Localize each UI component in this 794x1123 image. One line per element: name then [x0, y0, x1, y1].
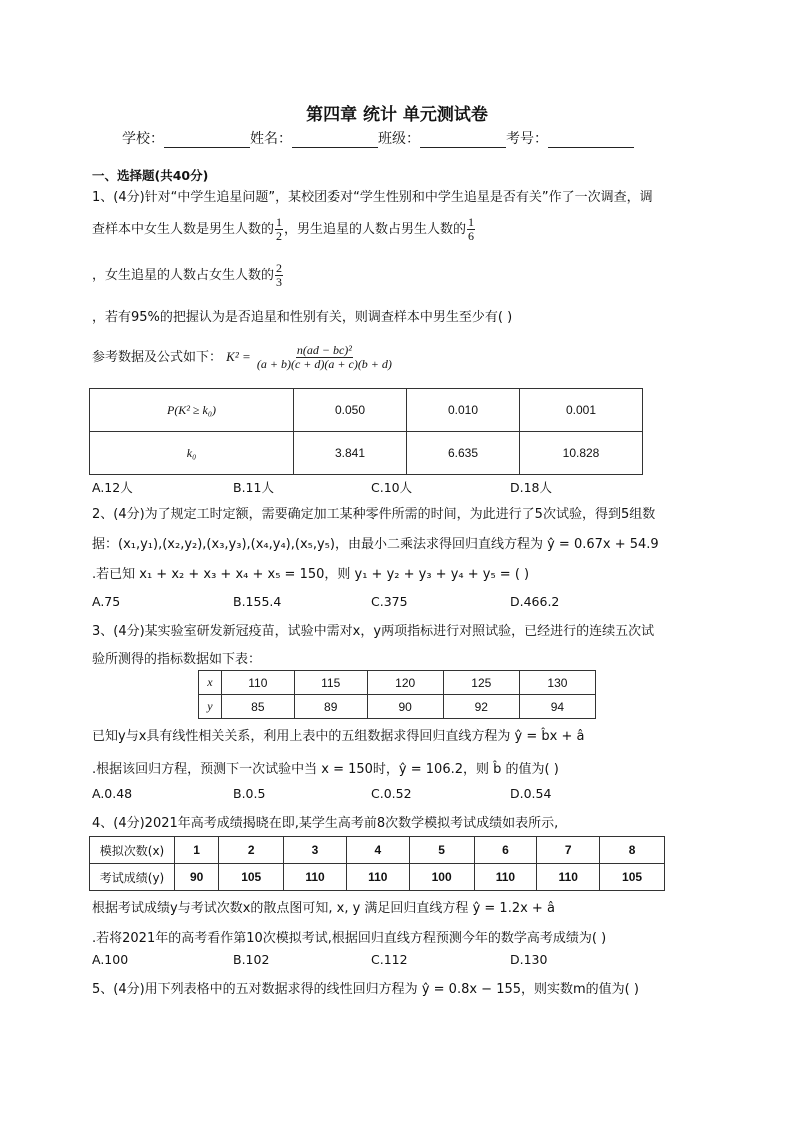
- q2-option-d[interactable]: D.466.2: [510, 594, 560, 609]
- table-cell: 105: [600, 864, 665, 891]
- page-title: 第四章 统计 单元测试卷: [306, 105, 488, 125]
- fraction-one-half: $\frac{1}{2}$: [276, 215, 283, 243]
- table-cell: 10.828: [520, 432, 643, 475]
- q4-line3: .若将2021年的高考看作第10次模拟考试,根据回归直线方程预测今年的数学高考成绩为( ): [92, 931, 607, 946]
- table-cell: 2: [219, 837, 284, 864]
- q3-option-a[interactable]: A.0.48: [92, 786, 133, 801]
- table-cell: 92: [443, 695, 519, 719]
- class-label: 班级：: [378, 131, 420, 147]
- q1-line3: [92, 262, 284, 289]
- table-cell: 105: [219, 864, 284, 891]
- q1-line2a: 查样本中女生人数是男生人数的: [92, 222, 275, 237]
- q1-option-d[interactable]: D.18人: [510, 480, 553, 495]
- table-cell: 考试成绩(y): [90, 864, 175, 891]
- table-row: [90, 432, 643, 475]
- table-cell: 4: [346, 837, 409, 864]
- formula-numerator: n(ad − bc)²: [296, 343, 352, 357]
- q1-option-c[interactable]: C.10人: [371, 480, 413, 495]
- student-info-header: [122, 128, 634, 148]
- table-cell: 3: [284, 837, 347, 864]
- q2-option-c[interactable]: C.375: [371, 594, 408, 609]
- table-cell: 90: [367, 695, 443, 719]
- table-cell: 0.010: [407, 389, 520, 432]
- q4-option-b[interactable]: B.102: [233, 952, 270, 967]
- table-cell: 110: [346, 864, 409, 891]
- formula-lhs: K² =: [226, 349, 251, 364]
- q4-line1: 4、(4分)2021年高考成绩揭晓在即,某学生高考前8次数学模拟考试成绩如表所示,: [92, 816, 559, 831]
- table-cell: 100: [409, 864, 474, 891]
- q1-line3-text: ，女生追星的人数占女生人数的: [92, 268, 275, 283]
- table-cell: 110: [474, 864, 537, 891]
- number-field[interactable]: [548, 133, 634, 148]
- table-cell: 模拟次数(x): [90, 837, 175, 864]
- table-cell: 0.050: [294, 389, 407, 432]
- name-field[interactable]: [292, 133, 378, 148]
- q1-reference-label: 参考数据及公式如下：: [92, 350, 223, 365]
- table-cell: 8: [600, 837, 665, 864]
- table-cell: 7: [537, 837, 600, 864]
- q3-option-d[interactable]: D.0.54: [510, 786, 552, 801]
- table-row: [199, 671, 596, 695]
- q1-line4: ，若有95%的把握认为是否追星和性别有关，则调查样本中男生至少有( ): [92, 310, 513, 325]
- table-cell: 1: [175, 837, 219, 864]
- table-cell: k₀: [90, 432, 294, 475]
- table-cell: 5: [409, 837, 474, 864]
- table-cell: 90: [175, 864, 219, 891]
- q4-option-d[interactable]: D.130: [510, 952, 548, 967]
- chi-square-formula: [256, 344, 393, 371]
- q1-line1: 1、(4分)针对“中学生追星问题”，某校团委对“学生性别和中学生追星是否有关”作了一次调查，调: [92, 190, 653, 205]
- table-cell: 110: [537, 864, 600, 891]
- table-cell: 85: [221, 695, 294, 719]
- q4-option-c[interactable]: C.112: [371, 952, 408, 967]
- table-row: [199, 695, 596, 719]
- table-row: [90, 864, 665, 891]
- table-cell: y: [199, 695, 222, 719]
- class-field[interactable]: [420, 133, 506, 148]
- q4-line2: 根据考试成绩y与考试次数x的散点图可知, x, y 满足回归直线方程 ŷ = 1.2x + â: [92, 901, 555, 916]
- formula-denominator: (a + b)(c + d)(a + c)(b + d): [256, 357, 392, 371]
- table-cell: 0.001: [520, 389, 643, 432]
- fraction-one-sixth: $\frac{1}{6}$: [468, 215, 475, 243]
- fraction-two-thirds: $\frac{2}{3}$: [276, 261, 283, 289]
- table-cell: 125: [443, 671, 519, 695]
- table-cell: 89: [294, 695, 367, 719]
- q3-line1: 3、(4分)某实验室研发新冠疫苗，试验中需对x，y两项指标进行对照试验，已经进行的连续五次试: [92, 624, 655, 639]
- table-cell: 130: [519, 671, 595, 695]
- table-cell: P(K² ≥ k₀): [90, 389, 294, 432]
- school-field[interactable]: [164, 133, 250, 148]
- table-cell: 110: [221, 671, 294, 695]
- school-label: 学校：: [122, 131, 164, 147]
- name-label: 姓名：: [250, 131, 292, 147]
- q3-option-c[interactable]: C.0.52: [371, 786, 412, 801]
- q1-critical-value-table: [89, 388, 643, 475]
- section-heading: 一、选择题(共40分): [92, 168, 209, 183]
- q3-option-b[interactable]: B.0.5: [233, 786, 266, 801]
- q2-option-a[interactable]: A.75: [92, 594, 121, 609]
- q3-data-table: [198, 670, 596, 719]
- q3-line3: 已知y与x具有线性相关关系，利用上表中的五组数据求得回归直线方程为 ŷ = b̂x + â: [92, 729, 585, 744]
- q3-line2: 验所测得的指标数据如下表：: [92, 652, 262, 667]
- q4-option-a[interactable]: A.100: [92, 952, 129, 967]
- table-cell: 6.635: [407, 432, 520, 475]
- table-cell: 6: [474, 837, 537, 864]
- table-row: [90, 389, 643, 432]
- q1-option-b[interactable]: B.11人: [233, 480, 274, 495]
- q1-line2b: ，男生追星的人数占男生人数的: [284, 222, 467, 237]
- table-cell: 120: [367, 671, 443, 695]
- q2-line2: 据：(x₁,y₁),(x₂,y₂),(x₃,y₃),(x₄,y₄),(x₅,y₅)，由最小二乘法求得回归直线方程为 ŷ = 0.67x + 54.9: [92, 537, 659, 552]
- table-cell: 115: [294, 671, 367, 695]
- q1-line5: [92, 344, 394, 371]
- q2-line1: 2、(4分)为了规定工时定额，需要确定加工某种零件所需的时间，为此进行了5次试验，得到5组数: [92, 507, 656, 522]
- table-cell: 94: [519, 695, 595, 719]
- q4-score-table: [89, 836, 665, 891]
- table-row: [90, 837, 665, 864]
- q5-line1: 5、(4分)用下列表格中的五对数据求得的线性回归方程为 ŷ = 0.8x − 155，则实数m的值为( ): [92, 982, 639, 997]
- q3-line4: .根据该回归方程，预测下一次试验中当 x = 150时，ŷ = 106.2，则 b̂ 的值为( ): [92, 762, 559, 777]
- q2-option-b[interactable]: B.155.4: [233, 594, 282, 609]
- number-label: 考号：: [506, 131, 548, 147]
- table-cell: x: [199, 671, 222, 695]
- q1-option-a[interactable]: A.12人: [92, 480, 133, 495]
- table-cell: 3.841: [294, 432, 407, 475]
- table-cell: 110: [284, 864, 347, 891]
- q1-line2: [92, 216, 476, 243]
- q2-line3: .若已知 x₁ + x₂ + x₃ + x₄ + x₅ = 150，则 y₁ + y₂ + y₃ + y₄ + y₅ = ( ): [92, 567, 530, 582]
